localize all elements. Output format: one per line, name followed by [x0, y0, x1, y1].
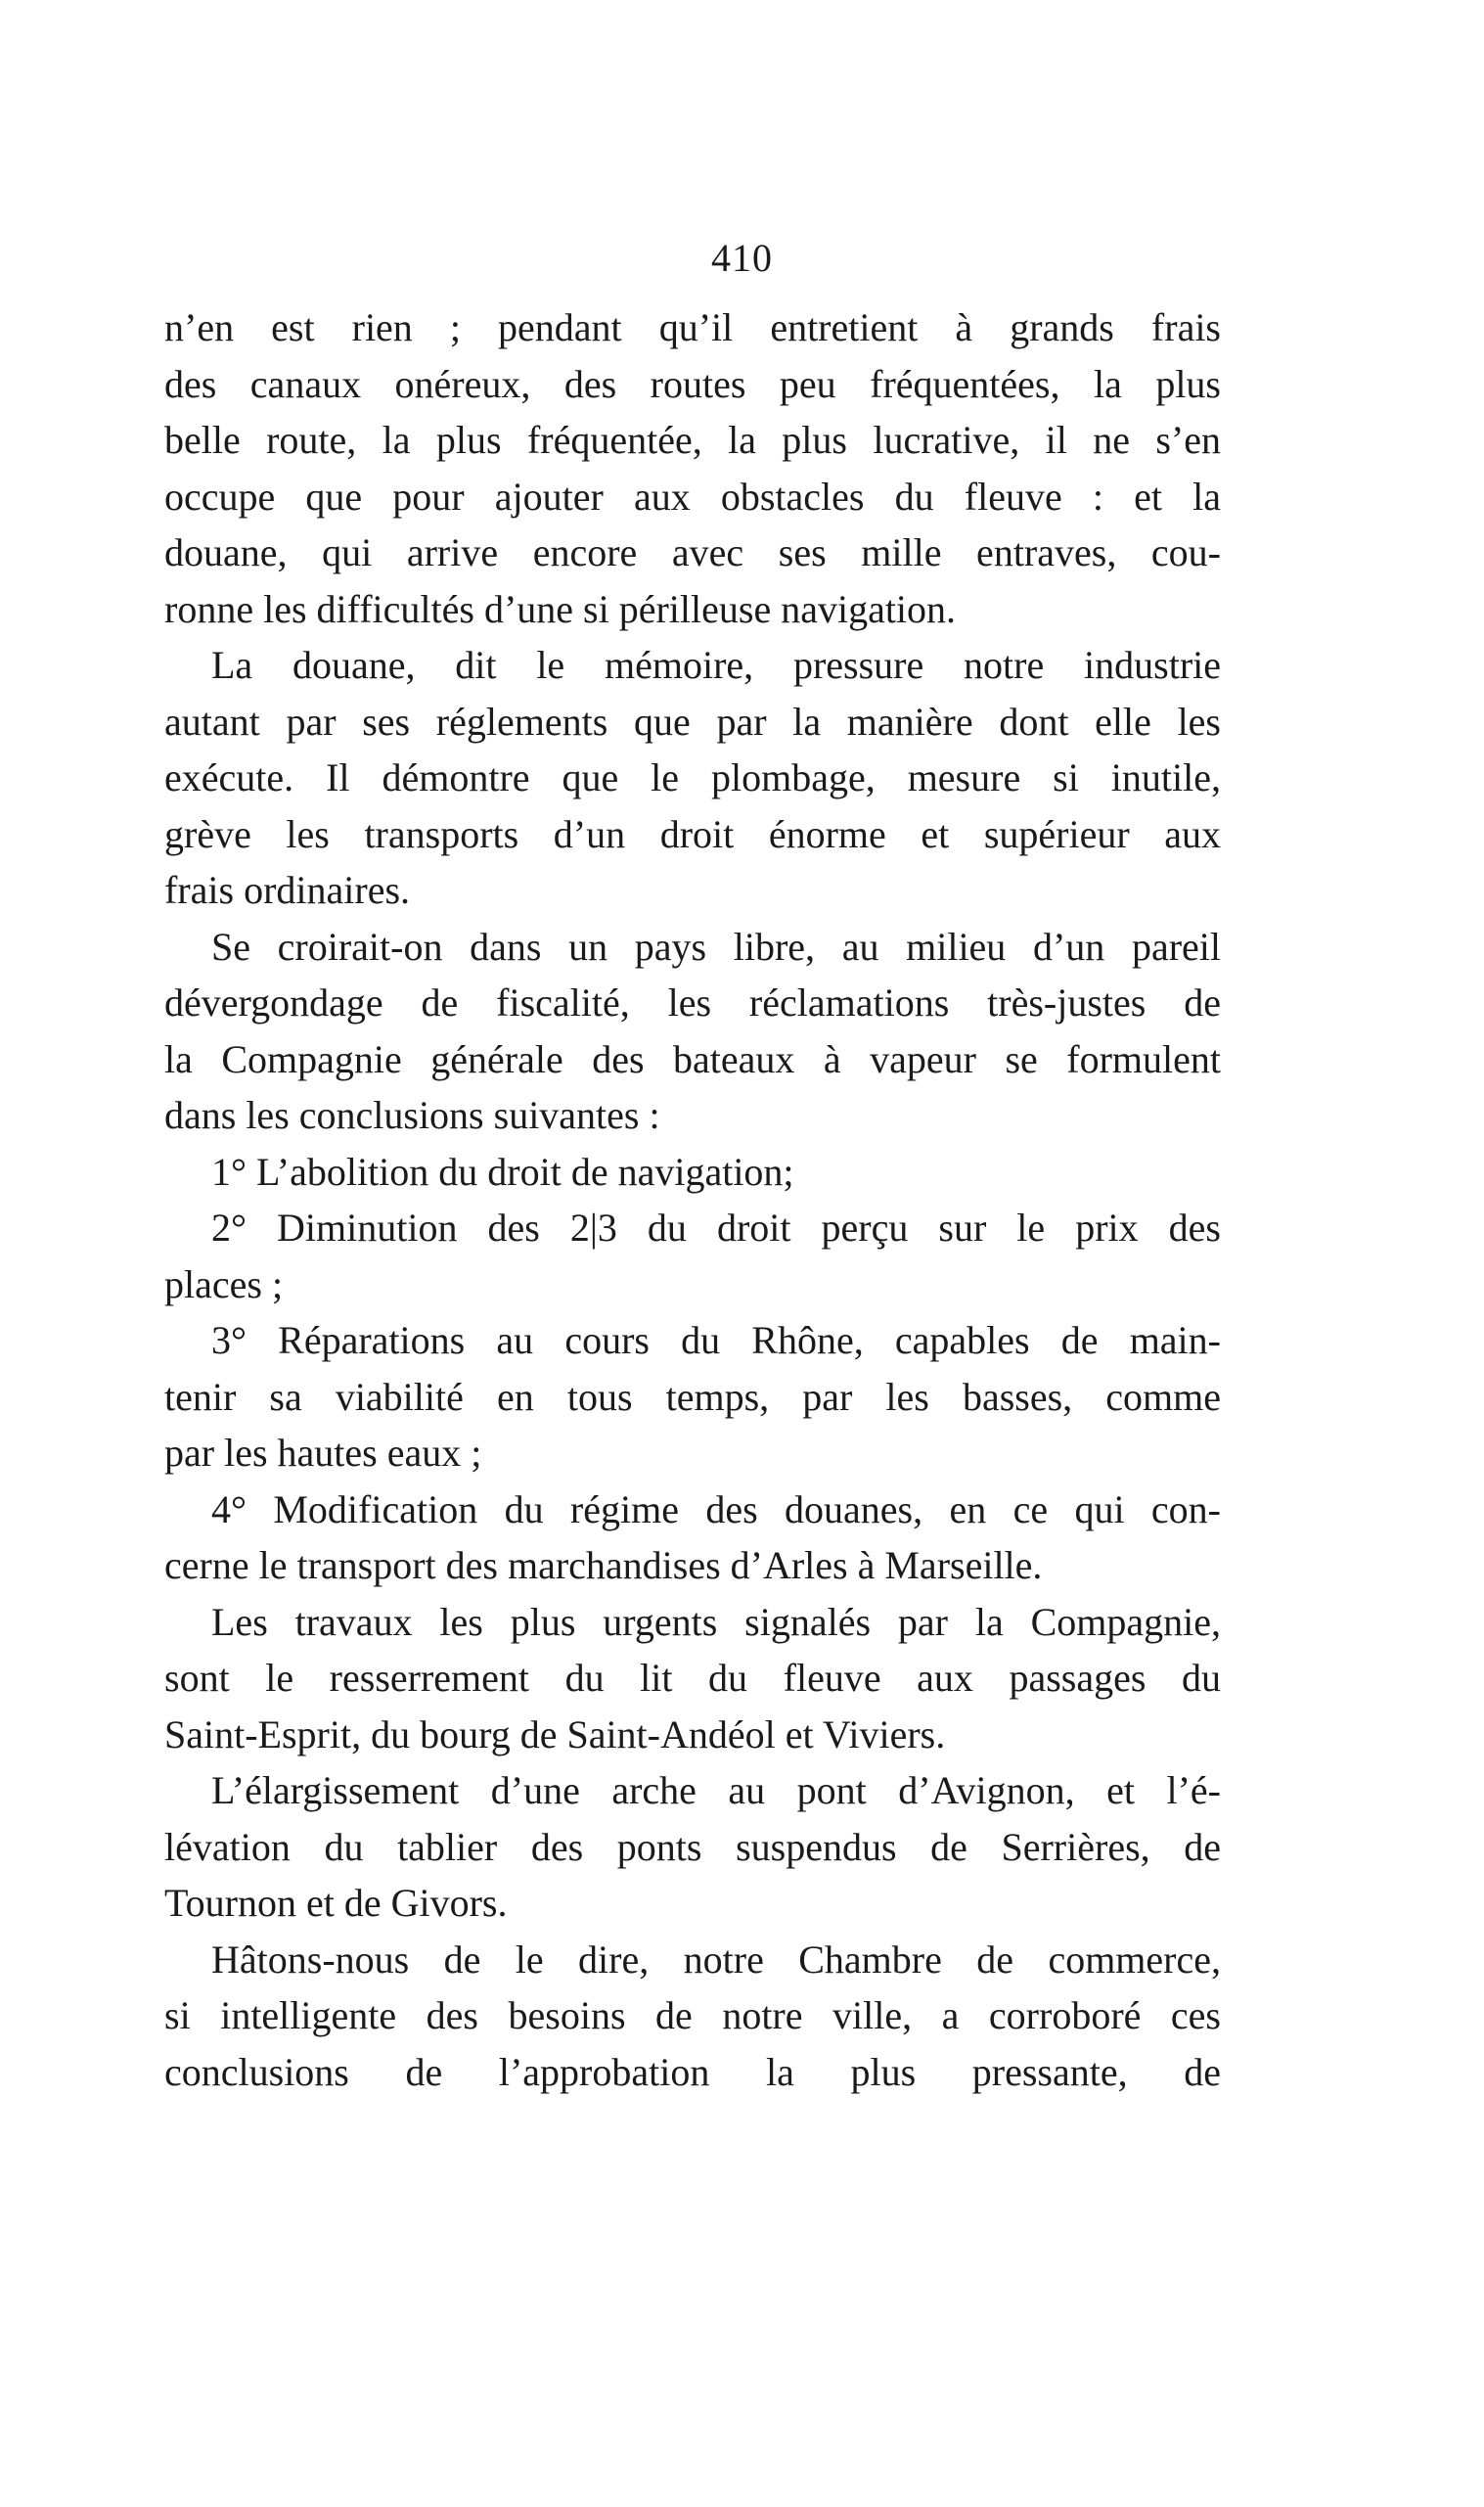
text-line: L’élargissement d’une arche au pont d’Avignon, et l’é- [211, 1768, 1221, 1812]
text-line: 2° Diminution des 2|3 du droit perçu sur le prix des [211, 1206, 1221, 1250]
text-line: la Compagnie générale des bateaux à vapeur se formulent [164, 1036, 1221, 1081]
text-line: belle route, la plus fréquentée, la plus lucrative, il ne s’en [164, 418, 1221, 462]
text-line: si intelligente des besoins de notre ville, a corroboré ces [164, 1993, 1221, 2037]
text-line: douane, qui arrive encore avec ses mille entraves, cou- [164, 530, 1221, 574]
text-line: cerne le transport des marchandises d’Arles à Marseille. [164, 1543, 1043, 1587]
page-number: 410 [711, 236, 773, 280]
text-line: Hâtons-nous de le dire, notre Chambre de commerce, [211, 1937, 1221, 1982]
text-line: dans les conclusions suivantes : [164, 1093, 660, 1137]
text-line: frais ordinaires. [164, 868, 411, 912]
body-text [164, 299, 1221, 2100]
text-line: Se croirait-on dans un pays libre, au milieu d’un pareil [211, 924, 1221, 969]
text-line: places ; [164, 1261, 284, 1306]
text-line: occupe que pour ajouter aux obstacles du fleuve : et la [164, 474, 1221, 519]
text-line: Saint-Esprit, du bourg de Saint-Andéol et Viviers. [164, 1711, 946, 1756]
text-line: des canaux onéreux, des routes peu fréquentées, la plus [164, 361, 1221, 406]
text-line: 1° L’abolition du droit de navigation; [211, 1149, 794, 1194]
text-line: tenir sa viabilité en tous temps, par les basses, comme [164, 1374, 1221, 1419]
text-line: lévation du tablier des ponts suspendus de Serrières, de [164, 1824, 1221, 1869]
text-line: n’en est rien ; pendant qu’il entretient à grands frais [164, 305, 1221, 349]
text-line: exécute. Il démontre que le plombage, mesure si inutile, [164, 755, 1221, 799]
text-line: autant par ses réglements que par la manière dont elle les [164, 699, 1221, 744]
text-line: par les hautes eaux ; [164, 1431, 482, 1475]
text-line: Tournon et de Givors. [164, 1881, 508, 1925]
text-line: dévergondage de fiscalité, les réclamations très-justes de [164, 980, 1221, 1025]
text-line: 4° Modification du régime des douanes, en ce qui con- [211, 1486, 1221, 1531]
text-line: Les travaux les plus urgents signalés par la Compagnie, [211, 1599, 1221, 1644]
text-line: ronne les difficultés d’une si périlleuse navigation. [164, 586, 957, 631]
text-line: sont le resserrement du lit du fleuve aux passages du [164, 1656, 1221, 1700]
text-line: La douane, dit le mémoire, pressure notre industrie [211, 643, 1221, 687]
text-line: grève les transports d’un droit énorme et supérieur aux [164, 811, 1221, 856]
text-line: 3° Réparations au cours du Rhône, capables de main- [211, 1318, 1221, 1362]
text-line: conclusions de l’approbation la plus pressante, de [164, 2049, 1221, 2094]
